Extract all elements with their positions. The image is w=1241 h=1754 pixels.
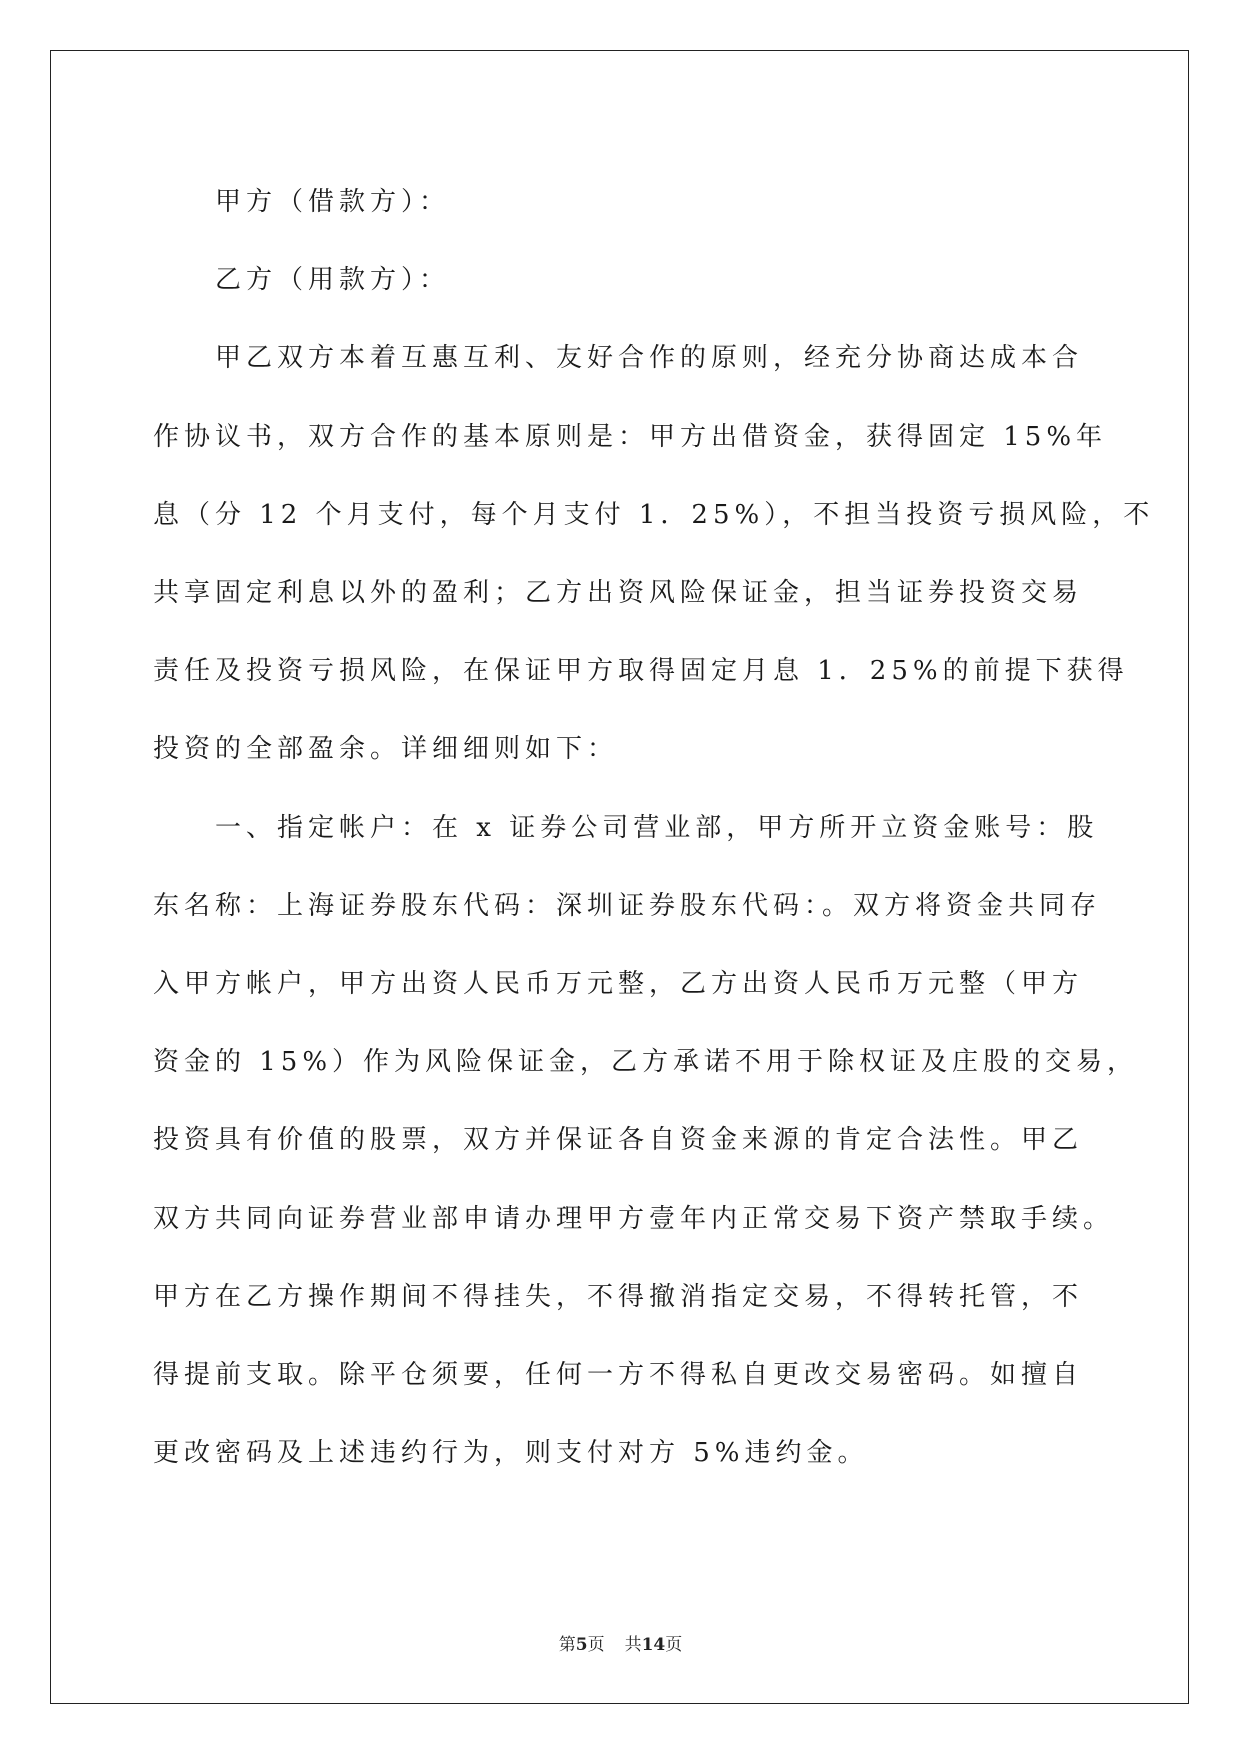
- text-line: 共享固定利息以外的盈利；乙方出资风险保证金，担当证券投资交易: [153, 578, 1084, 609]
- page-suffix: 页: [587, 1635, 605, 1655]
- text-line: 息（分 12 个月支付，每个月支付 1．25%），不担当投资亏损风险，不: [153, 499, 1155, 530]
- page-number: 5: [575, 1635, 588, 1655]
- total-suffix: 页: [665, 1635, 683, 1655]
- text-line: 东名称：上海证券股东代码：深圳证券股东代码：。双方将资金共同存: [153, 890, 1102, 921]
- text-line: 投资的全部盈余。详细细则如下：: [153, 734, 619, 765]
- paragraph-principles: [153, 319, 1155, 788]
- text-line: 双方共同向证券营业部申请办理甲方壹年内正常交易下资产禁取手续。: [153, 1203, 1115, 1234]
- page-prefix: 第: [558, 1635, 576, 1655]
- text-line: 得提前支取。除平仓须要，任何一方不得私自更改交易密码。如擅自: [153, 1360, 1084, 1391]
- text-line: 责任及投资亏损风险，在保证甲方取得固定月息 1．25%的前提下获得: [153, 656, 1129, 687]
- text-line: 入甲方帐户，甲方出资人民币万元整，乙方出资人民币万元整（甲方: [153, 969, 1084, 1000]
- paragraph-clause-one: [153, 789, 1139, 1493]
- page-footer: [0, 1630, 1241, 1655]
- text-line: 甲方在乙方操作期间不得挂失，不得撤消指定交易，不得转托管，不: [153, 1281, 1084, 1312]
- text-line: 投资具有价值的股票，双方并保证各自资金来源的肯定合法性。甲乙: [153, 1125, 1084, 1156]
- text-line: 更改密码及上述违约行为，则支付对方 5%违约金。: [153, 1438, 869, 1469]
- paragraph-party-b: [153, 241, 1091, 319]
- total-pages: 14: [641, 1635, 666, 1655]
- total-prefix: 共: [624, 1635, 642, 1655]
- text-line: 资金的 15%）作为风险保证金，乙方承诺不用于除权证及庄股的交易，: [153, 1047, 1139, 1078]
- document-body: [153, 163, 1155, 1492]
- text-line: 作协议书，双方合作的基本原则是：甲方出借资金，获得固定 15%年: [153, 421, 1108, 452]
- paragraph-party-a: [153, 163, 1091, 241]
- text-line: 甲乙双方本着互惠互利、友好合作的原则，经充分协商达成本合: [215, 343, 1084, 374]
- text-line: 一、指定帐户：在 x 证券公司营业部，甲方所开立资金账号：股: [215, 812, 1099, 843]
- text-line: 甲方（借款方）：: [215, 187, 451, 217]
- text-line: 乙方（用款方）：: [215, 265, 451, 296]
